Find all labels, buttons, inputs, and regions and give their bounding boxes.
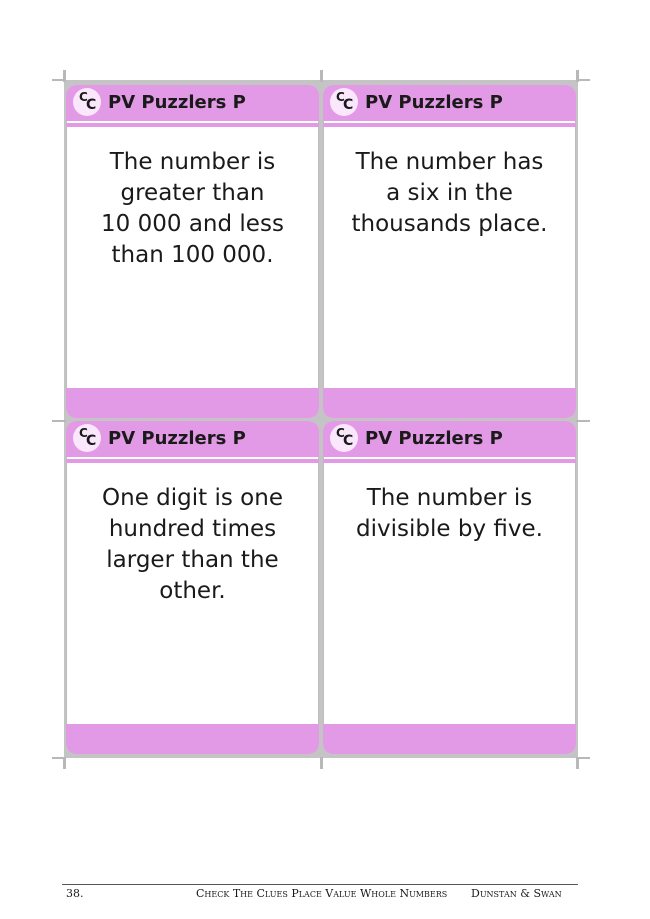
cut-mark-bottom-right	[576, 757, 579, 769]
book-title: Check The Clues Place Value Whole Numbers	[196, 887, 448, 900]
cc-logo-icon: C C	[73, 424, 101, 452]
cut-mark-bottom-middle	[320, 757, 323, 769]
card-title: PV Puzzlers P	[365, 428, 503, 449]
cc-logo-icon: C C	[330, 424, 358, 452]
clue-text: The number has a six in the thousands place.	[351, 149, 548, 237]
card-title: PV Puzzlers P	[365, 92, 503, 113]
clue-card-2	[323, 85, 576, 418]
clue-card-3	[66, 421, 319, 754]
header-divider	[323, 123, 576, 127]
header-divider	[66, 459, 319, 463]
header-divider	[66, 123, 319, 127]
card-footer-band	[66, 388, 319, 418]
page-number: 38.	[66, 887, 84, 900]
clue-card-4	[323, 421, 576, 754]
card-title: PV Puzzlers P	[108, 92, 246, 113]
cut-mark-bottom-left	[63, 757, 66, 769]
card-footer-band	[323, 724, 576, 754]
cut-mark-left-top	[52, 79, 66, 81]
clue-text: The number is greater than 10 000 and less than 100 000.	[101, 149, 284, 268]
clue-text: One digit is one hundred times larger than the other.	[102, 485, 283, 604]
cc-logo-icon: C C	[73, 88, 101, 116]
cut-mark-left-middle	[52, 420, 66, 422]
clue-card-1	[66, 85, 319, 418]
card-header	[323, 85, 576, 121]
card-header	[66, 85, 319, 121]
publisher-name: Dunstan & Swan	[471, 887, 562, 900]
cc-logo-icon: C C	[330, 88, 358, 116]
cut-mark-right-middle	[576, 420, 590, 422]
card-footer-band	[323, 388, 576, 418]
footer-rule	[62, 884, 578, 885]
clue-text: The number is divisible by five.	[356, 485, 543, 542]
card-footer-band	[66, 724, 319, 754]
cut-mark-right-top	[576, 79, 590, 81]
card-title: PV Puzzlers P	[108, 428, 246, 449]
cut-mark-top-middle	[320, 70, 323, 82]
card-header	[323, 421, 576, 457]
header-divider	[323, 459, 576, 463]
card-header	[66, 421, 319, 457]
